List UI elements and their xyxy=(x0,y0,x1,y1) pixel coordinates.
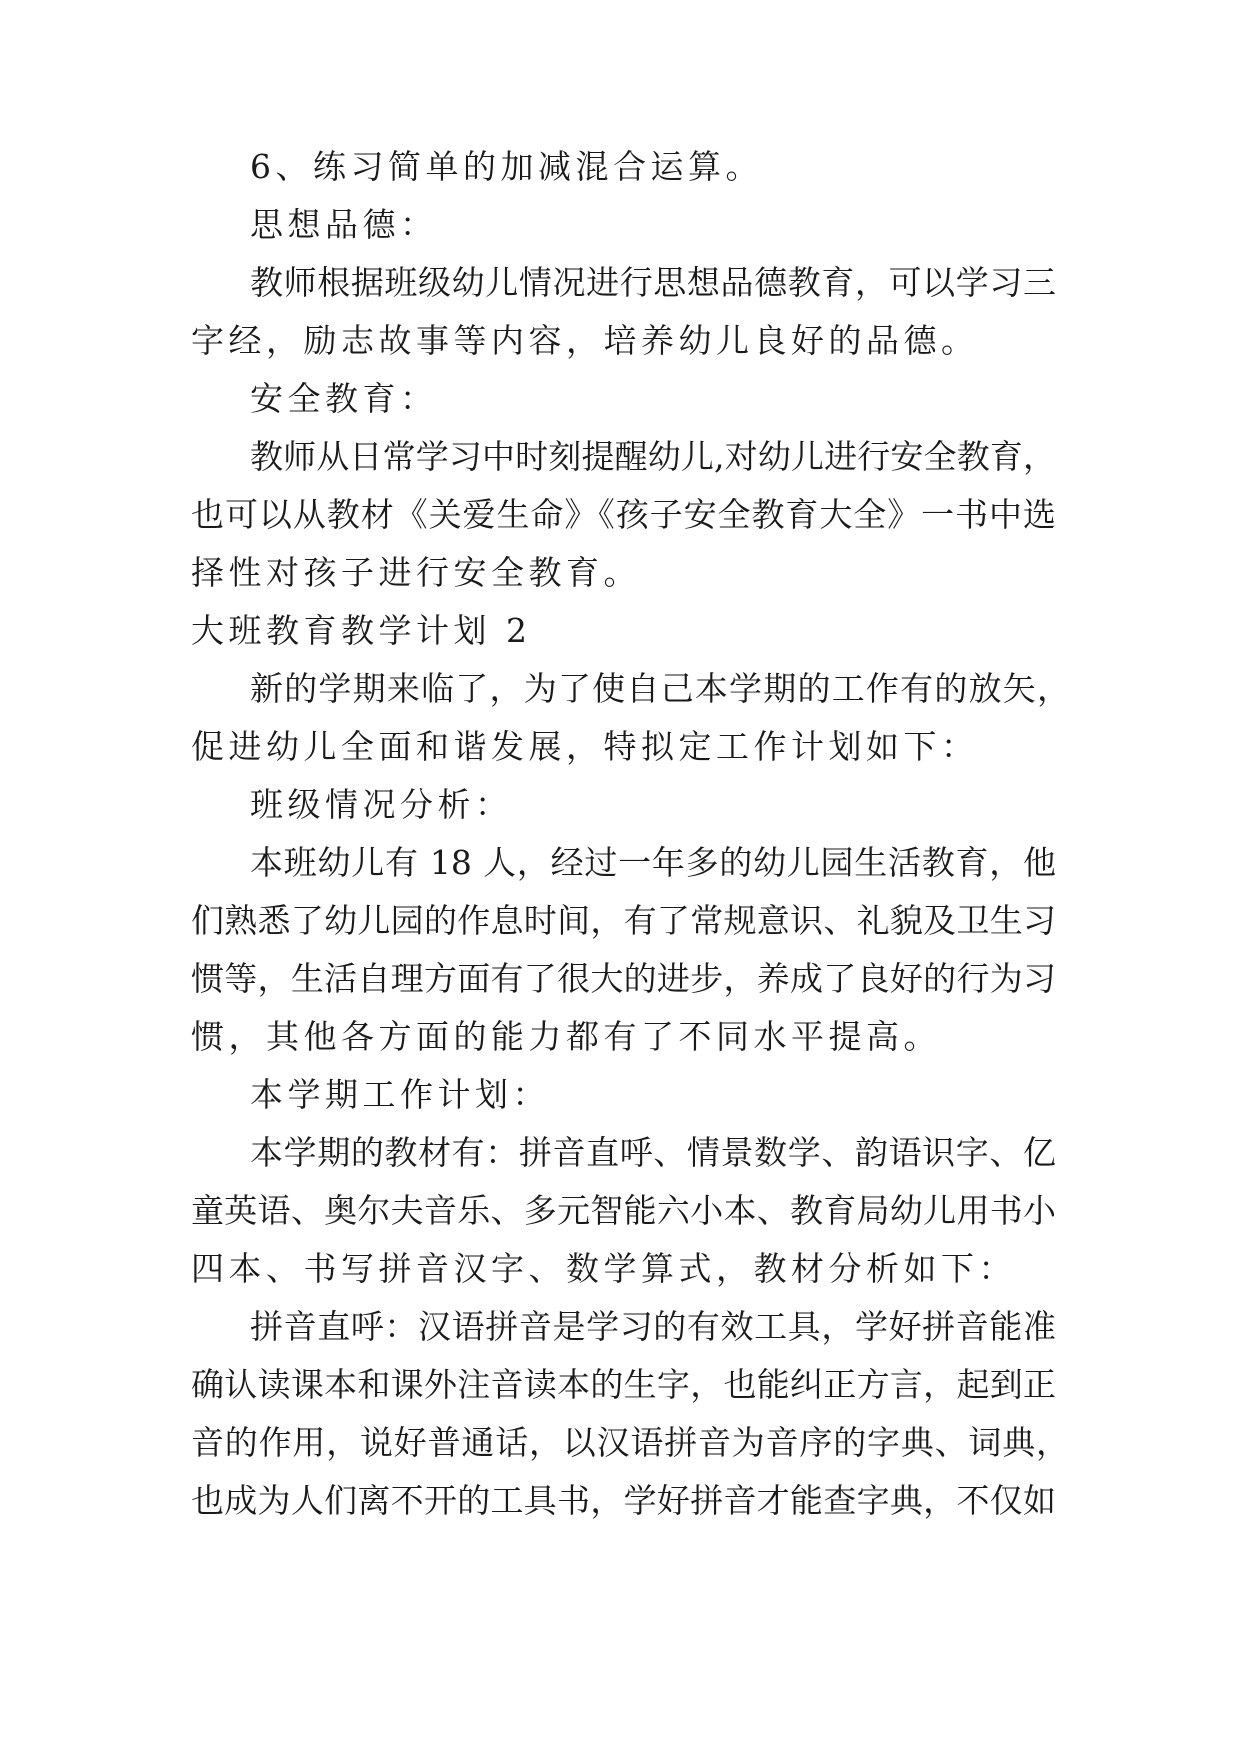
text-line: 也成为人们离不开的工具书，学好拼音才能查字典，不仅如 xyxy=(191,1481,1056,1520)
text-line: 教师从日常学习中时刻提醒幼儿,对幼儿进行安全教育， xyxy=(250,437,1056,476)
text-line: 音的作用，说好普通话，以汉语拼音为音序的字典、词典， xyxy=(191,1423,1069,1462)
text-line: 们熟悉了幼儿园的作息时间，有了常规意识、礼貌及卫生习 xyxy=(191,901,1056,940)
text-line: 四本、书写拼音汉字、数学算式，教材分析如下： xyxy=(191,1249,1016,1288)
text-line: 本学期的教材有：拼音直呼、情景数学、韵语识字、亿 xyxy=(250,1133,1056,1172)
text-line: 也可以从教材《关爱生命》《孩子安全教育大全》一书中选 xyxy=(191,495,1056,534)
text-line: 新的学期来临了，为了使自己本学期的工作有的放矢， xyxy=(250,669,1070,708)
section-heading: 本学期工作计划： xyxy=(250,1075,550,1114)
text-line: 促进幼儿全面和谐发展，特拟定工作计划如下： xyxy=(191,727,979,766)
section-heading: 班级情况分析： xyxy=(250,785,513,824)
text-line: 惯，其他各方面的能力都有了不同水平提高。 xyxy=(191,1017,941,1056)
text-line: 字经，励志故事等内容，培养幼儿良好的品德。 xyxy=(191,321,979,360)
text-line: 拼音直呼：汉语拼音是学习的有效工具，学好拼音能准 xyxy=(250,1307,1056,1346)
section-heading: 思想品德： xyxy=(250,205,438,244)
document-heading: 大班教育教学计划 2 xyxy=(191,611,532,650)
text-line: 择性对孩子进行安全教育。 xyxy=(191,553,641,592)
text-line: 童英语、奥尔夫音乐、多元智能六小本、教育局幼儿用书小 xyxy=(191,1191,1056,1230)
text-line: 教师根据班级幼儿情况进行思想品德教育，可以学习三 xyxy=(250,263,1056,302)
section-heading: 安全教育： xyxy=(250,379,438,418)
text-line: 确认读课本和课外注音读本的生字，也能纠正方言，起到正 xyxy=(191,1365,1056,1404)
text-line: 本班幼儿有 18 人，经过一年多的幼儿园生活教育，他 xyxy=(250,843,1056,882)
text-line: 惯等，生活自理方面有了很大的进步，养成了良好的行为习 xyxy=(191,959,1056,998)
text-line: 6、练习简单的加减混合运算。 xyxy=(250,147,763,186)
